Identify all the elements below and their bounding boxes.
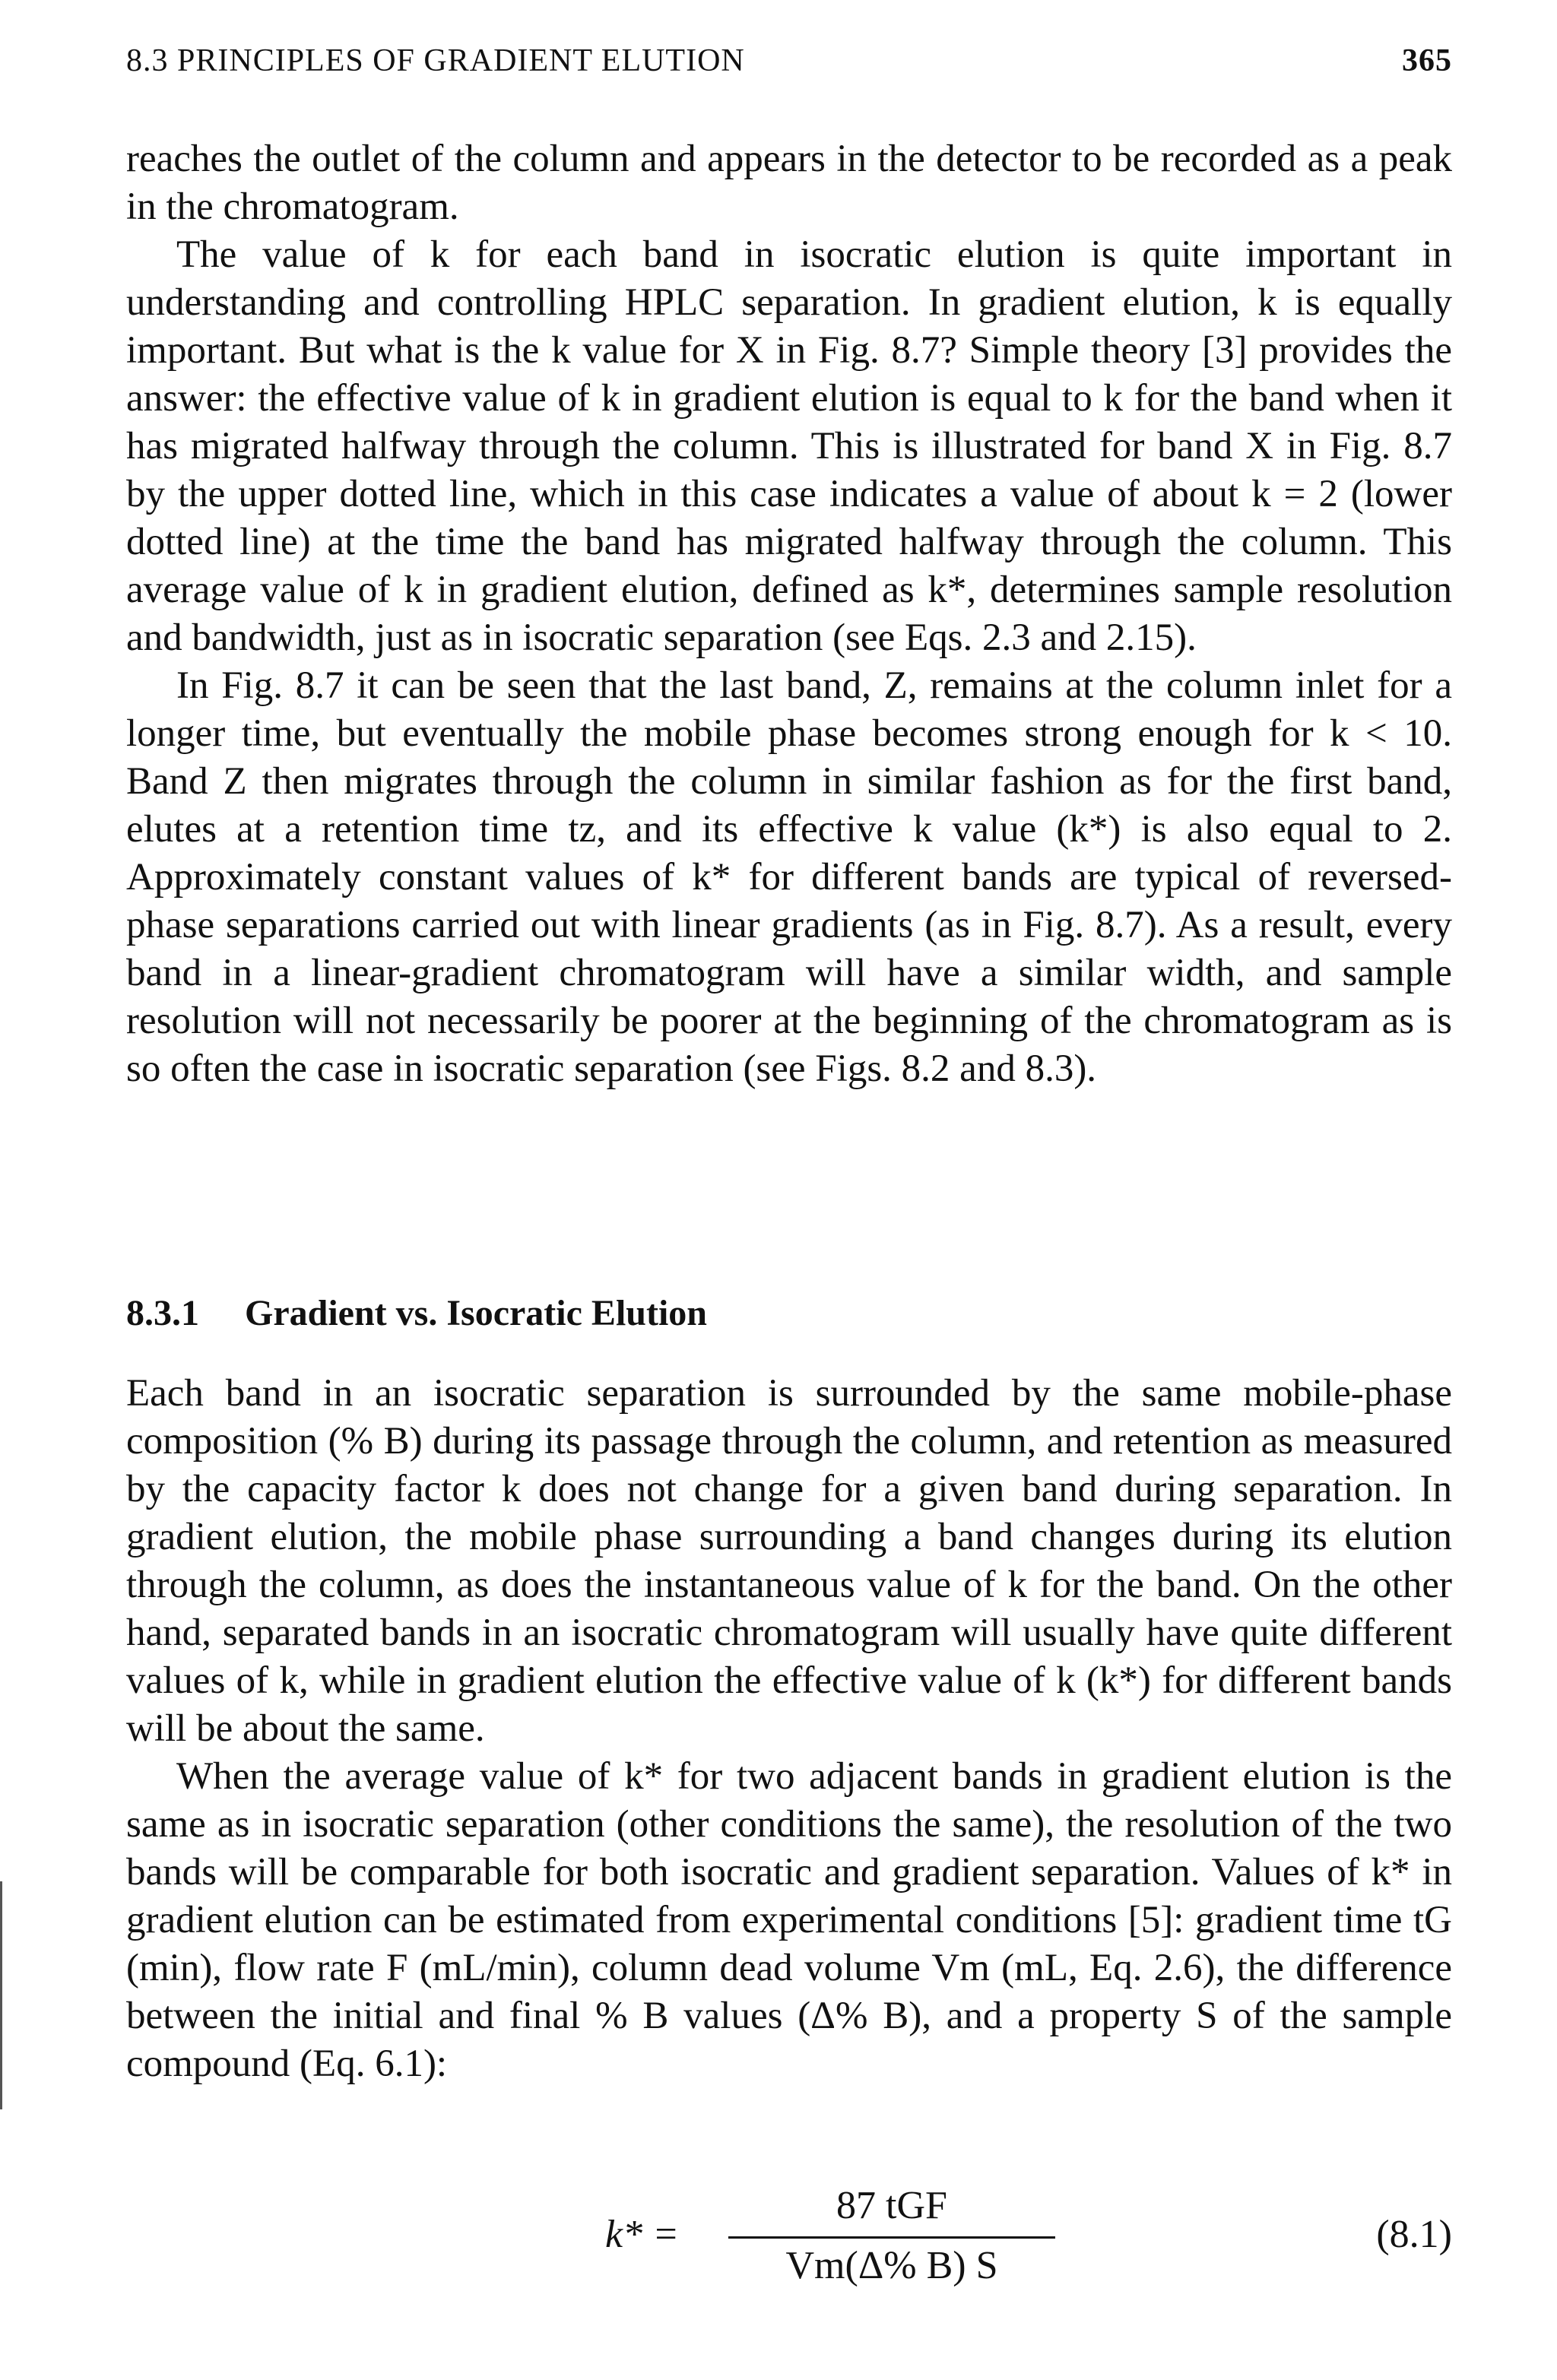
fraction-bar: [728, 2236, 1055, 2239]
body-text-top: [126, 135, 1452, 1093]
equation-denominator: Vm(Δ% B) S: [785, 2244, 998, 2287]
page-number: 365: [1402, 43, 1452, 78]
section-number: 8.3.1: [126, 1293, 199, 1333]
equation-numerator: 87 tGF: [836, 2184, 947, 2227]
paragraph-band-z: In Fig. 8.7 it can be seen that the last band, Z, remains at the column inlet for a longer time, but eventually the mobile phase becomes strong enough for k < 10. Band Z then migrates through the column in similar fashion as for the first band, elutes at a retention time tz, and its effective k value (k*) is also equal to 2. Approximately constant values of k* for different bands are typical of reversed-phase separations carried out with linear gradients (as in Fig. 8.7). As a result, every band in a linear-gradient chromatogram will have a similar width, and sample resolution will not necessarily be poorer at the beginning of the chromatogram as is so often the case in isocratic separation (see Figs. 8.2 and 8.3).: [126, 664, 1452, 1090]
running-head: [126, 43, 1452, 81]
equation-label: (8.1): [1376, 2213, 1452, 2256]
running-head-section: 8.3 PRINCIPLES OF GRADIENT ELUTION: [126, 43, 745, 78]
section-title: Gradient vs. Isocratic Elution: [245, 1293, 707, 1333]
paragraph-isocratic: Each band in an isocratic separation is surrounded by the same mobile-phase composition (% B) during its passage through the column, and retention as measured by the capacity factor k does not change for a given band during separation. In gradient elution, the mobile phase surrounding a band changes during its elution through the column, as does the instantaneous value of k for the band. On the other hand, separated bands in an isocratic chromatogram will usually have quite different values of k, while in gradient elution the effective value of k (k*) for different bands will be about the same.: [126, 1372, 1452, 1750]
equation-fraction: [728, 2183, 1055, 2293]
paragraph-continued: reaches the outlet of the column and appears in the detector to be recorded as a peak in the chromatogram.: [126, 138, 1452, 228]
equation-8-1: [126, 2183, 1452, 2305]
paragraph-k-value: The value of k for each band in isocratic elution is quite important in understanding and controlling HPLC separation. In gradient elution, k is equally important. But what is the k value for X in Fig. 8.7? Simple theory [3] provides the answer: the effective value of k in gradient elution is equal to k for the band when it has migrated halfway through the column. This is illustrated for band X in Fig. 8.7 by the upper dotted line, which in this case indicates a value of about k = 2 (lower dotted line) at the time the band has migrated halfway through the column. This average value of k in gradient elution, defined as k*, determines sample resolution and bandwidth, just as in isocratic separation (see Eqs. 2.3 and 2.15).: [126, 233, 1452, 659]
paragraph-estimate: When the average value of k* for two adjacent bands in gradient elution is the same as in isocratic separation (other conditions the same), the resolution of the two bands will be comparable for both isocratic and gradient separation. Values of k* in gradient elution can be estimated from experimental conditions [5]: gradient time tG (min), flow rate F (mL/min), column dead volume Vm (mL, Eq. 2.6), the difference between the initial and final % B values (Δ% B), and a property S of the sample compound (Eq. 6.1):: [126, 1755, 1452, 2085]
margin-rule: [0, 1881, 2, 2109]
section-heading: [126, 1292, 707, 1334]
body-text-bottom: [126, 1370, 1452, 2088]
equation-lhs: k* =: [605, 2213, 680, 2256]
